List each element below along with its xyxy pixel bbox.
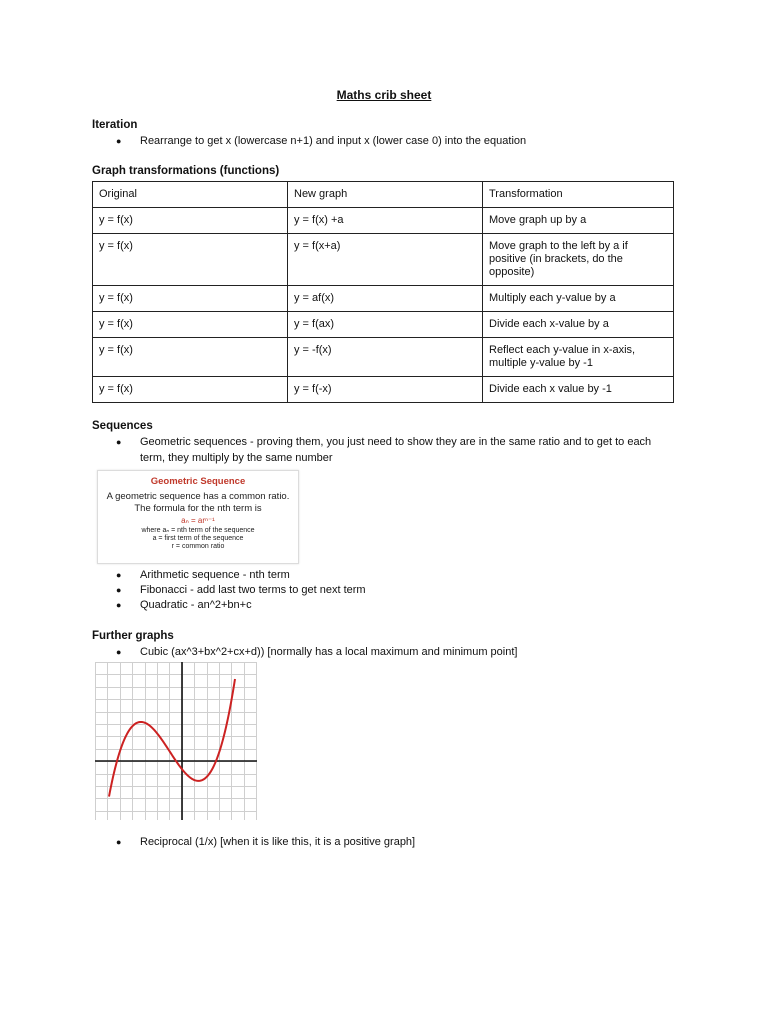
bullet-dot: ● <box>116 437 122 447</box>
iteration-heading: Iteration <box>92 119 138 131</box>
table-cell: Move graph up by a <box>483 208 674 234</box>
sequence-bullet <box>116 582 676 598</box>
bullet-dot: ● <box>116 570 122 580</box>
geometric-sequence-image <box>97 470 299 564</box>
sequence-bullet-text: Arithmetic sequence - nth term <box>140 569 290 581</box>
card-line: The formula for the nth term is <box>134 503 262 514</box>
table-cell: y = af(x) <box>288 286 483 312</box>
table-cell: y = f(ax) <box>288 312 483 338</box>
table-cell: Divide each x value by -1 <box>483 377 674 403</box>
card-definition: r = common ratio <box>171 543 225 550</box>
cubic-curve <box>109 679 235 797</box>
table-header-cell: New graph <box>288 182 483 208</box>
cubic-bullet-text: Cubic (ax^3+bx^2+cx+d)) [normally has a local maximum and minimum point] <box>140 646 518 658</box>
sequence-bullet <box>116 597 676 613</box>
reciprocal-bullet <box>116 834 676 850</box>
table-header-cell: Original <box>93 182 288 208</box>
page-title: Maths crib sheet <box>336 88 432 102</box>
table-cell: Divide each x-value by a <box>483 312 674 338</box>
table-cell: y = f(x) <box>93 312 288 338</box>
sequence-bullet <box>116 567 676 583</box>
table-row <box>93 286 674 312</box>
table-header-cell: Transformation <box>483 182 674 208</box>
geometric-bullet-text: Geometric sequences - proving them, you just need to show they are in the same ratio and to get to each term, they multiply by the same number <box>140 436 652 464</box>
table-row <box>93 234 674 286</box>
table-cell: y = f(x) <box>93 208 288 234</box>
table-cell: y = f(x) <box>93 338 288 377</box>
transformations-table <box>92 181 674 403</box>
card-definition: where aₙ = nth term of the sequence <box>141 527 255 534</box>
table-cell: y = f(x) <box>93 377 288 403</box>
table-row <box>93 338 674 377</box>
cubic-graph <box>95 662 257 820</box>
bullet-dot: ● <box>116 136 122 146</box>
table-cell: y = f(x) <box>93 234 288 286</box>
geometric-bullet <box>116 434 676 466</box>
table-cell: y = f(x) <box>93 286 288 312</box>
table-row <box>93 208 674 234</box>
bullet-dot: ● <box>116 585 122 595</box>
table-cell: y = f(x+a) <box>288 234 483 286</box>
sequence-bullet-text: Quadratic - an^2+bn+c <box>140 599 252 611</box>
table-cell: Move graph to the left by a if positive (in brackets, do the opposite) <box>483 234 674 286</box>
card-definition: a = first term of the sequence <box>152 535 244 542</box>
graph-transformations-heading: Graph transformations (functions) <box>92 165 280 177</box>
cubic-bullet <box>116 644 676 660</box>
table-header-row <box>93 182 674 208</box>
table-row <box>93 377 674 403</box>
grid-lines <box>95 662 257 820</box>
bullet-dot: ● <box>116 647 122 657</box>
card-line: A geometric sequence has a common ratio. <box>106 491 290 502</box>
iteration-bullet-text: Rearrange to get x (lowercase n+1) and input x (lower case 0) into the equation <box>140 135 527 147</box>
bullet-dot: ● <box>116 837 122 847</box>
bullet-dot: ● <box>116 600 122 610</box>
table-cell: Reflect each y-value in x-axis, multiple y-value by -1 <box>483 338 674 377</box>
reciprocal-bullet-text: Reciprocal (1/x) [when it is like this, it is a positive graph] <box>140 836 416 848</box>
card-formula: aₙ = arⁿ⁻¹ <box>181 516 215 525</box>
table-cell: y = f(-x) <box>288 377 483 403</box>
table-cell: Multiply each y-value by a <box>483 286 674 312</box>
sequences-heading: Sequences <box>92 420 153 432</box>
table-row <box>93 312 674 338</box>
further-graphs-heading: Further graphs <box>92 630 174 642</box>
table-cell: y = f(x) +a <box>288 208 483 234</box>
iteration-bullet <box>116 133 676 149</box>
table-cell: y = -f(x) <box>288 338 483 377</box>
sequence-bullet-text: Fibonacci - add last two terms to get next term <box>140 584 366 596</box>
card-title: Geometric Sequence <box>150 476 246 487</box>
